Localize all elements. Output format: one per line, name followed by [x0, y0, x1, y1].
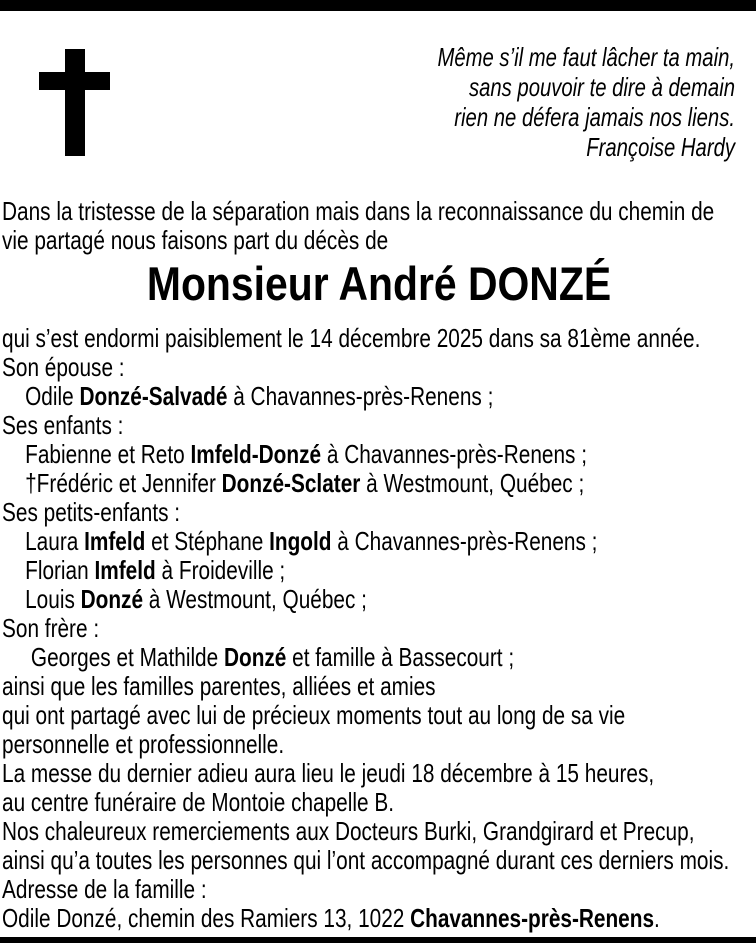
family-member-line [2, 527, 605, 556]
text-segment: Son épouse : [2, 352, 125, 382]
family-name: Ingold [269, 526, 332, 556]
text-segment: Fabienne et Reto [2, 439, 191, 469]
text-segment: à Westmount, Québec ; [360, 468, 585, 498]
family-name: Donzé-Salvadé [79, 381, 228, 411]
text-segment: La messe du dernier adieu aura lieu le jeudi 18 décembre à 15 heures, [2, 758, 655, 788]
text-segment: vie partagé nous faisons part du décès de [2, 225, 389, 255]
text-segment: ainsi qu’a toutes les personnes qui l’ont accompagné durant ces derniers mois. [2, 845, 730, 875]
cross-icon [39, 49, 110, 156]
text-segment: Georges et Mathilde [2, 642, 224, 672]
text-segment: à Froideville ; [155, 555, 286, 585]
announcement-body [2, 197, 756, 933]
address-line [2, 903, 660, 933]
text-segment: Odile Donzé, chemin des Ramiers 13, 1022 [2, 903, 411, 933]
text-segment: et famille à Bassecourt ; [286, 642, 515, 672]
text-segment: Ses petits-enfants : [2, 497, 181, 527]
ceremony-line [2, 758, 655, 788]
ceremony-line [2, 788, 605, 817]
quote-attribution [400, 132, 735, 162]
cross-vertical-bar [65, 49, 85, 156]
relation-heading [2, 498, 605, 527]
body-line [2, 730, 605, 759]
text-segment: Ses enfants : [2, 410, 124, 440]
bottom-border [0, 937, 756, 943]
body-line [2, 700, 626, 730]
relation-heading [2, 353, 605, 382]
text-segment: qui s’est endormi paisiblement le 14 décembre 2025 dans sa 81ème année. [2, 323, 701, 353]
text-segment: à Chavannes-près-Renens ; [321, 439, 587, 469]
body-line [2, 672, 605, 701]
relation-heading [2, 614, 605, 643]
text-segment: ainsi que les familles parentes, alliées et amies [2, 671, 436, 701]
family-member-line [2, 643, 605, 672]
death-date-line [2, 323, 701, 353]
family-name: Donzé-Sclater [221, 468, 361, 498]
deceased-name: Monsieur André DONZÉ [146, 257, 612, 310]
family-name: Donzé [223, 642, 287, 672]
top-border [0, 0, 756, 11]
text-segment: et Stéphane [145, 526, 270, 556]
intro-line [2, 226, 605, 255]
text-segment: à Westmount, Québec ; [143, 584, 367, 614]
quote-line [400, 72, 735, 102]
text-segment: personnelle et professionnelle. [2, 729, 285, 759]
text-segment: Odile [2, 381, 80, 411]
text-segment: à Chavannes-près-Renens ; [227, 381, 494, 411]
address-heading [2, 875, 605, 904]
quote-text: Même s’il me faut lâcher ta main, [437, 42, 735, 72]
memorial-quote [305, 42, 735, 162]
family-member-line [2, 440, 605, 469]
thanks-line [2, 845, 730, 875]
family-member-line [2, 585, 605, 614]
text-segment: Laura [2, 526, 85, 556]
text-segment: †Frédéric et Jennifer [2, 468, 222, 498]
text-segment: Adresse de la famille : [2, 874, 207, 904]
quote-author: Françoise Hardy [586, 132, 735, 162]
text-segment: qui ont partagé avec lui de précieux moments tout au long de sa vie [2, 700, 626, 730]
family-name: Imfeld-Donzé [190, 439, 322, 469]
text-segment: . [654, 903, 660, 933]
text-segment: Son frère : [2, 613, 100, 643]
text-segment: au centre funéraire de Montoie chapelle B. [2, 787, 394, 817]
family-name: Chavannes-près-Renens [410, 903, 655, 933]
quote-text: sans pouvoir te dire à demain [468, 72, 735, 102]
cross-horizontal-bar [39, 72, 110, 90]
intro-line [2, 196, 715, 226]
family-name: Imfeld [84, 526, 146, 556]
family-member-line [2, 382, 605, 411]
family-name: Donzé [80, 584, 144, 614]
text-segment: Florian [2, 555, 95, 585]
relation-heading [2, 411, 605, 440]
family-member-line [2, 556, 605, 585]
text-segment: Nos chaleureux remerciements aux Docteurs Burki, Grandgirard et Precup, [2, 816, 695, 846]
family-name: Imfeld [94, 555, 156, 585]
quote-text: rien ne défera jamais nos liens. [454, 102, 735, 132]
text-segment: Dans la tristesse de la séparation mais dans la reconnaissance du chemin de [2, 196, 715, 226]
text-segment: Louis [2, 584, 81, 614]
quote-line [400, 42, 735, 72]
thanks-line [2, 816, 695, 846]
quote-line [400, 102, 735, 132]
family-member-line [2, 469, 605, 498]
text-segment: à Chavannes-près-Renens ; [331, 526, 598, 556]
